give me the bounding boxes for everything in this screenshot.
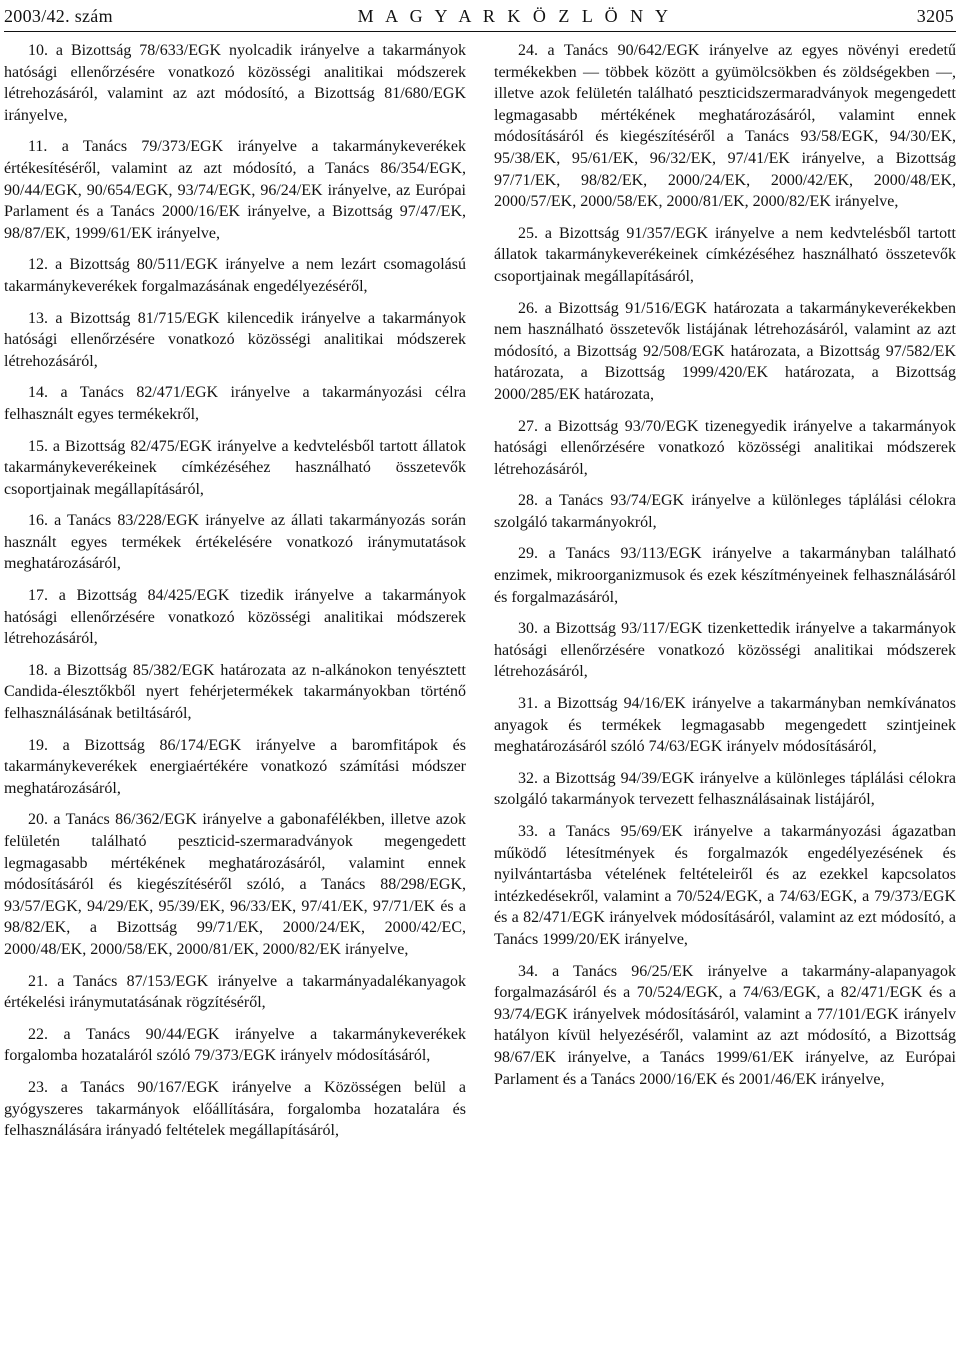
list-item: 13. a Bizottság 81/715/EGK kilencedik irányelve a takarmányok hatósági ellenőrzésére vonatkozó közösségi analitikai módszerek létrehozásáról,	[4, 309, 466, 370]
list-item: 16. a Tanács 83/228/EGK irányelve az állati takarmányozás során használt egyes termékek értékelésére vonatkozó iránymutatások meghatározásáról,	[4, 512, 466, 573]
page-number: 3205	[916, 5, 954, 26]
list-item: 22. a Tanács 90/44/EGK irányelve a takarmánykeverékek forgalomba hozataláról szóló 79/373/EGK irányelv módosításáról,	[4, 1025, 466, 1065]
list-item: 15. a Bizottság 82/475/EGK irányelve a kedvtelésből tartott állatok takarmánykeverékeinek címkézéséhez használható összetevők csoportjainak megállapításáról,	[4, 437, 466, 498]
list-item: 29. a Tanács 93/113/EGK irányelve a takarmányban található enzimek, mikroorganizmusok és ezek készítményeinek felhasználásáról és forgalmazásáról,	[494, 545, 956, 606]
right-column	[494, 40, 956, 1152]
list-item: 25. a Bizottság 91/357/EGK irányelve a nem kedvtelésből tartott állatok takarmánykeverékeinek címkézéséhez használható összetevők csoportjainak megállapításáról,	[494, 224, 956, 285]
list-item: 24. a Tanács 90/642/EGK irányelve az egyes növényi eredetű termékekben — többek között a gyümölcsökben és zöldségekben —, illetve azok felületén található peszticidszermaradványok megengedett legmagasabb mértékének meghatározásáról, valamint ennek módosításáról és kiegészítéséről a Tanács 93/58/EGK, 94/30/EK, 95/38/EK, 95/61/EK, 96/32/EK, 97/41/EK irányelve, a Bizottság 97/71/EK, 98/82/EK, 2000/24/EK, 2000/42/EK, 2000/48/EK, 2000/57/EK, 2000/58/EK, 2000/81/EK, 2000/82/EK irányelve,	[494, 42, 956, 211]
list-item: 27. a Bizottság 93/70/EGK tizenegyedik irányelve a takarmányok hatósági ellenőrzésére vonatkozó közösségi analitikai módszerek létrehozásáról,	[494, 417, 956, 478]
list-item: 31. a Bizottság 94/16/EK irányelve a takarmányban nemkívánatos anyagok és termékek legmagasabb megengedett szintjeinek meghatározásáról szóló 74/63/EGK irányelv módosításáról,	[494, 695, 956, 756]
list-item: 11. a Tanács 79/373/EGK irányelve a takarmánykeverékek értékesítéséről, valamint az azt módosító, a Tanács 86/354/EGK, 90/44/EGK, 90/654/EGK, 93/74/EGK, 96/24/EK irányelve, az Európai Parlament és a Tanács 2000/16/EK irányelve, a Bizottság 97/47/EK, 98/87/EK, 1999/61/EK irányelve,	[4, 138, 466, 242]
list-item: 20. a Tanács 86/362/EGK irányelve a gabonafélékben, illetve azok felületén található peszticid-szermaradványok megengedett legmagasabb mértékének meghatározásáról, valamint ennek módosításáról és kiegészítéséről szóló, a Tanács 88/298/EGK, 93/57/EGK, 94/29/EK, 95/39/EK, 96/33/EK, 97/41/EK, 97/71/EK és a 98/82/EK, a Bizottság 99/71/EK, 2000/24/EK, 2000/42/EC, 2000/48/EK, 2000/58/EK, 2000/81/EK, 2000/82/EK irányelve,	[4, 811, 466, 958]
list-item: 28. a Tanács 93/74/EGK irányelve a különleges táplálási célokra szolgáló takarmányokról,	[494, 492, 956, 531]
list-item: 19. a Bizottság 86/174/EGK irányelve a baromfitápok és takarmánykeverékek energiaértékére vonatkozó számítási módszer meghatározásáról,	[4, 736, 466, 797]
list-item: 34. a Tanács 96/25/EK irányelve a takarmány-alapanyagok forgalmazásáról és a 70/524/EGK, a 74/63/EGK, a 82/471/EGK és a 93/74/EGK irányelvek módosításáról, valamint a 77/101/EGK irányelv hatályon kívül helyezéséről, valamint az azt módosító, a Bizottság 98/67/EK irányelve, a Tanács 1999/61/EK irányelve, az Európai Parlament és a Tanács 2000/16/EK és 2001/46/EK irányelve,	[494, 962, 956, 1088]
list-item: 17. a Bizottság 84/425/EGK tizedik irányelve a takarmányok hatósági ellenőrzésére vonatkozó közösségi analitikai módszerek létrehozásáról,	[4, 587, 466, 648]
publication-title: M A G Y A R K Ö Z L Ö N Y	[357, 5, 673, 26]
list-item: 26. a Bizottság 91/516/EGK határozata a takarmánykeverékekben nem használható összetevők listájának létrehozásáról, valamint az azt módosító, a Bizottság 92/508/EGK határozata, a Bizottság 97/582/EK határozata, a Bizottság 1999/420/EK határozata, a Bizottság 2000/285/EK határozata,	[494, 299, 956, 403]
issue-number: 2003/42. szám	[4, 5, 113, 26]
list-item: 33. a Tanács 95/69/EK irányelve a takarmányozási ágazatban működő létesítmények és forgalmazók engedélyezésének és nyilvántartásba vételének feltételeiről és az ezekkel kapcsolatos intézkedésekről, valamint a 70/524/EGK, a 74/63/EGK, a 79/373/EGK és a 82/471/EGK irányelvek módosításáról, valamint az ezt módosító, a Tanács 1999/20/EK irányelve,	[494, 823, 956, 948]
list-item: 21. a Tanács 87/153/EGK irányelve a takarmányadalékanyagok értékelési iránymutatásának rögzítéséről,	[4, 972, 466, 1012]
list-item: 30. a Bizottság 93/117/EGK tizenkettedik irányelve a takarmányok hatósági ellenőrzésére vonatkozó közösségi analitikai módszerek létrehozásáról,	[494, 620, 956, 681]
header-rule	[4, 31, 956, 32]
page-header	[4, 4, 954, 28]
list-item: 18. a Bizottság 85/382/EGK határozata az n-alkánokon tenyésztett Candida-élesztőkből nyert fehérjetermékek takarmányokban történő felhasználásának betiltásáról,	[4, 661, 466, 723]
list-item: 10. a Bizottság 78/633/EGK nyolcadik irányelve a takarmányok hatósági ellenőrzésére vonatkozó közösségi analitikai módszerek létrehozásáról, valamint az azt módosító, a Bizottság 81/680/EGK irányelve,	[4, 42, 466, 124]
body-columns	[4, 40, 956, 1152]
list-item: 32. a Bizottság 94/39/EGK irányelve a különleges táplálási célokra szolgáló takarmányok tervezett felhasználásainak listájáról,	[494, 769, 956, 809]
list-item: 14. a Tanács 82/471/EGK irányelve a takarmányozási célra felhasznált egyes termékekről,	[4, 384, 466, 423]
list-item: 23. a Tanács 90/167/EGK irányelve a Közösségen belül a gyógyszeres takarmányok előállítására, forgalomba hozatalára és felhasználására irányadó feltételek megállapításáról,	[4, 1078, 466, 1140]
left-column	[4, 40, 466, 1152]
list-item: 12. a Bizottság 80/511/EGK irányelve a nem lezárt csomagolású takarmánykeverékek forgalmazásának engedélyezéséről,	[4, 256, 466, 295]
